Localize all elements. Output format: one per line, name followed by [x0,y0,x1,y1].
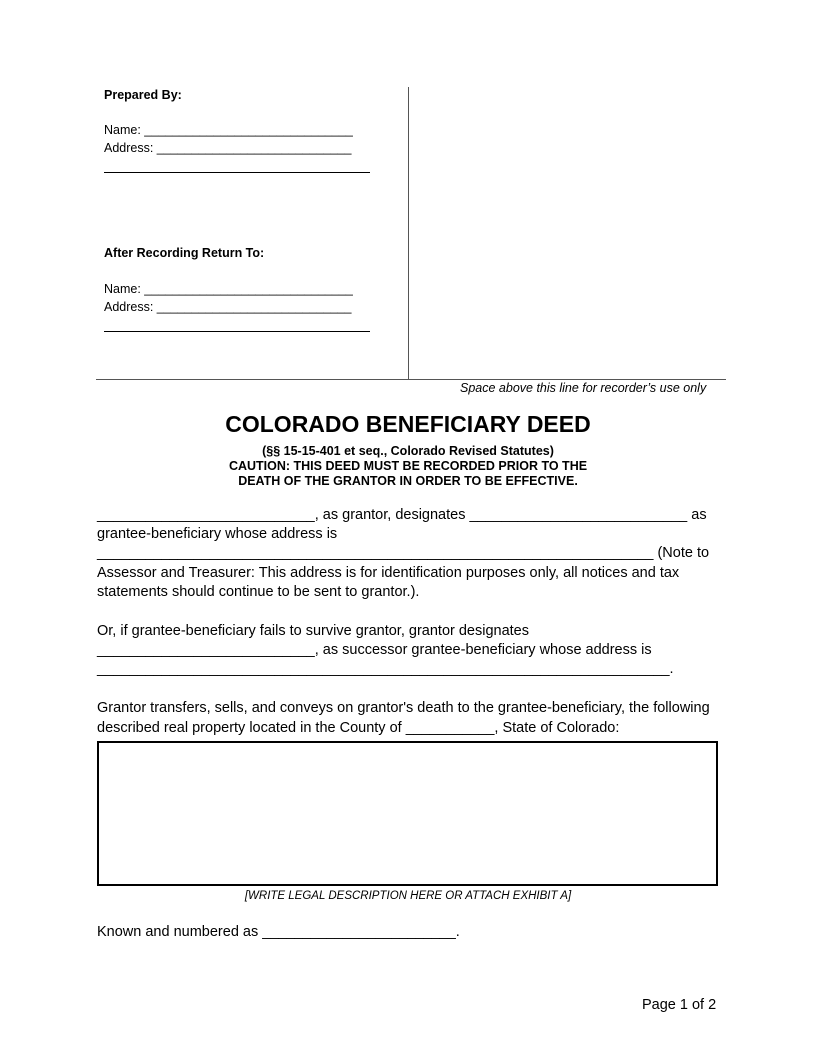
prepared-by-address-field[interactable]: Address: ____________________________ [104,141,352,155]
after-recording-heading: After Recording Return To: [104,246,265,260]
county-field-line[interactable]: described real property located in the County of ___________, State of Colorado: [97,720,620,736]
return-to-name-field[interactable]: Name: ______________________________ [104,282,353,296]
conveyance-line-1: Grantor transfers, sells, and conveys on grantor's death to the grantee-beneficiary, the following [97,700,710,716]
page-title: COLORADO BENEFICIARY DEED [225,411,591,437]
successor-beneficiary-field[interactable]: ___________________________, as successor grantee-beneficiary whose address is [97,642,652,658]
recorder-area-bottom-line [96,379,726,380]
caution-line-2: DEATH OF THE GRANTOR IN ORDER TO BE EFFECTIVE. [238,474,578,488]
statute-reference: (§§ 15-15-401 et seq., Colorado Revised Statutes) [262,444,554,458]
prepared-by-address-continuation-line[interactable] [104,172,370,173]
prepared-by-heading: Prepared By: [104,88,182,102]
assessor-note-line: Assessor and Treasurer: This address is for identification purposes only, all notices and tax [97,565,680,581]
prepared-by-name-field[interactable]: Name: ______________________________ [104,123,353,137]
recorder-area-divider [408,87,409,379]
grantor-designation-line[interactable]: ___________________________, as grantor, designates ___________________________ as [97,507,707,523]
return-to-address-continuation-line[interactable] [104,331,370,332]
grantee-address-field[interactable]: _____________________________________________________________________ (Note to [97,545,710,561]
recorder-use-note: Space above this line for recorder’s use only [460,381,707,395]
legal-description-box[interactable] [97,741,718,886]
successor-intro-line: Or, if grantee-beneficiary fails to survive grantor, grantor designates [97,623,529,639]
assessor-note-line-2: statements should continue to be sent to grantor.). [97,584,420,600]
grantee-address-label: grantee-beneficiary whose address is [97,526,338,542]
legal-description-caption: [WRITE LEGAL DESCRIPTION HERE OR ATTACH EXHIBIT A] [244,890,572,902]
caution-line-1: CAUTION: THIS DEED MUST BE RECORDED PRIOR TO THE [228,459,588,473]
successor-address-field[interactable]: _______________________________________________________________________. [97,661,674,677]
known-as-field[interactable]: Known and numbered as ________________________. [97,924,460,940]
page-number: Page 1 of 2 [642,997,717,1013]
return-to-address-field[interactable]: Address: ____________________________ [104,300,352,314]
